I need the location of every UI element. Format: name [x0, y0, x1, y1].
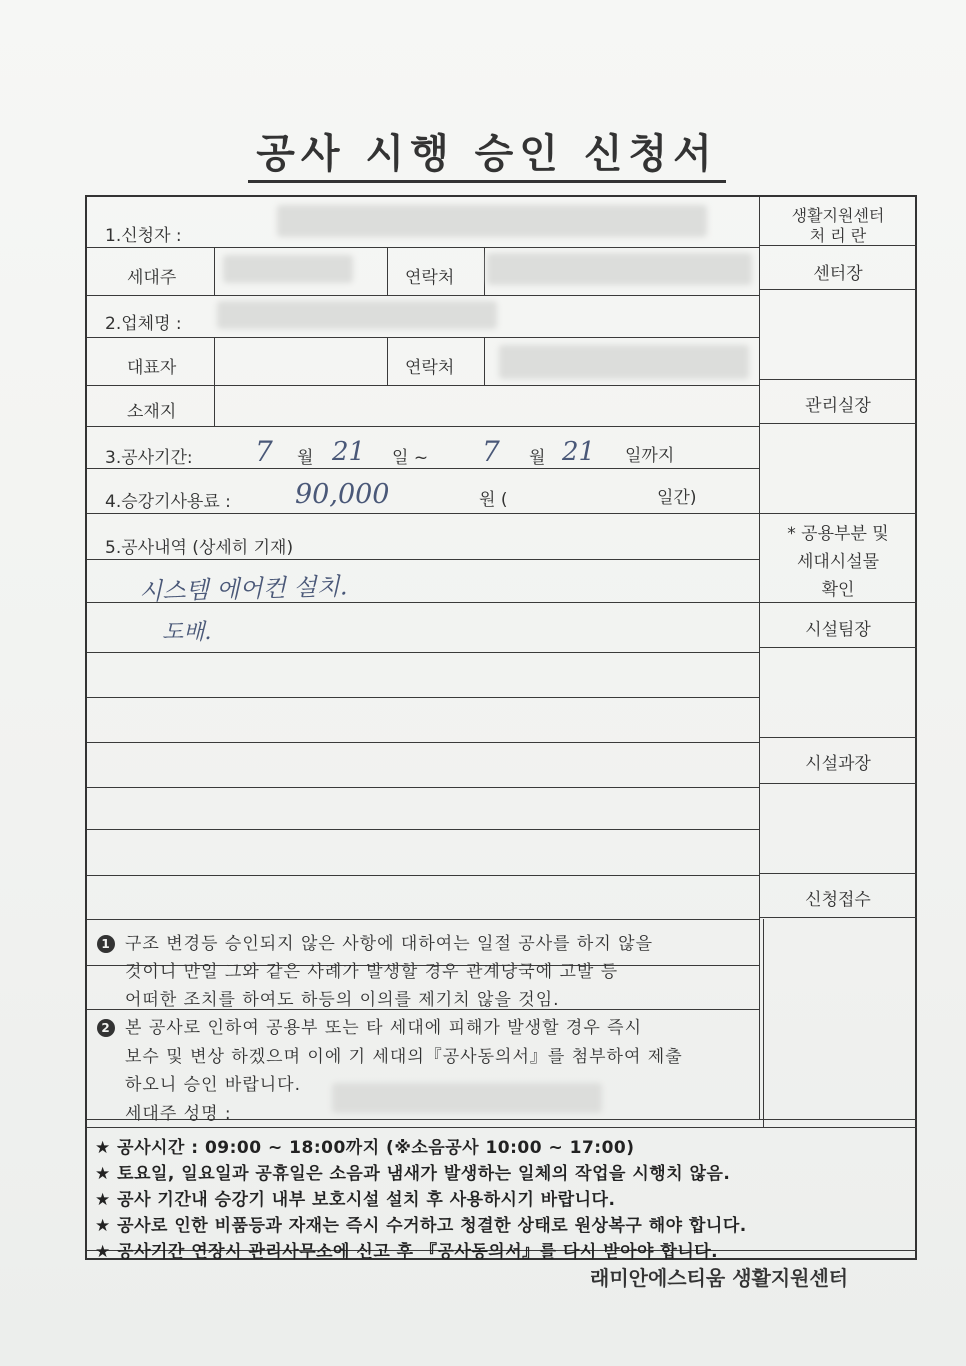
end-month-handwriting: 7 [482, 435, 500, 468]
facility-lead-label: 시설팀장 [805, 620, 871, 640]
row-line [87, 468, 759, 469]
side-header-line2: 처 리 란 [809, 226, 867, 245]
side-line [759, 917, 917, 918]
won-label: 원 ( [479, 490, 508, 510]
row-line [87, 875, 759, 876]
receipt-label: 신청접수 [805, 890, 871, 910]
note-1-line1 [97, 929, 653, 954]
fee-handwriting: 90,000 [295, 479, 390, 510]
cell-divider [484, 337, 485, 385]
contact-label: 연락처 [405, 268, 455, 288]
row-line [87, 829, 759, 830]
end-day-handwriting: 21 [562, 437, 596, 467]
details-line1-handwriting: 시스템 에어컨 설치. [138, 572, 348, 606]
signature-label: 세대주 성명 : [125, 1104, 232, 1124]
details-line2-handwriting: 도배. [162, 620, 212, 645]
applicant-label: 1.신청자 : [105, 226, 182, 246]
side-line [759, 783, 917, 784]
redacted-household-head [223, 255, 353, 283]
side-line [759, 423, 917, 424]
note-2-line3: 하오니 승인 바랍니다. [125, 1075, 302, 1095]
side-line [759, 873, 917, 874]
manager-label: 관리실장 [805, 396, 871, 416]
row-line [87, 559, 759, 560]
period-month-label: 월 [529, 448, 546, 468]
details-label: 5.공사내역 (상세히 기재) [105, 538, 294, 558]
rule-line: ★ 공사기간 연장시 관리사무소에 신고 후 『공사동의서』를 다시 받아야 합니다. [95, 1242, 719, 1262]
note-number-1-icon: 1 [97, 935, 115, 953]
cell-divider [484, 247, 485, 295]
redacted-applicant [277, 205, 707, 237]
center-head-label: 센터장 [813, 264, 863, 284]
days-label: 일간) [657, 488, 697, 508]
row-line [87, 426, 759, 427]
rule-line: ★ 공사시간 : 09:00 ~ 18:00까지 (※소음공사 10:00 ~ 17:00) [95, 1138, 635, 1158]
note-2-line2: 보수 및 변상 하겠으며 이에 기 세대의『공사동의서』를 첨부하여 제출 [125, 1047, 683, 1067]
side-divider [763, 919, 764, 1127]
elevator-fee-label: 4.승강기사용료 : [105, 492, 231, 512]
cell-divider [387, 337, 388, 385]
redacted-signature [332, 1083, 602, 1113]
row-line [87, 742, 759, 743]
period-label: 3.공사기간: [105, 448, 193, 468]
row-line [87, 295, 759, 296]
side-line [759, 513, 917, 514]
representative-label: 대표자 [127, 358, 177, 378]
row-line [87, 697, 759, 698]
row-line [87, 1127, 917, 1128]
period-day-label: 일 ~ [392, 448, 429, 468]
row-line [87, 247, 759, 248]
page-title: 공사 시행 승인 신청서 [248, 128, 726, 183]
side-line [759, 647, 917, 648]
row-line [87, 385, 759, 386]
row-line [87, 513, 759, 514]
note-1-line3: 어떠한 조치를 하여도 하등의 이의를 제기치 않을 것임. [125, 990, 560, 1010]
rule-line: ★ 공사로 인한 비품등과 자재는 즉시 수거하고 청결한 상태로 원상복구 해야 합니다. [95, 1216, 747, 1236]
row-line [87, 652, 759, 653]
contact-label: 연락처 [405, 358, 455, 378]
household-head-label: 세대주 [127, 268, 177, 288]
issuer-footer: 래미안에스티움 생활지원센터 [590, 1266, 849, 1290]
side-line [759, 289, 917, 290]
row-line [87, 337, 759, 338]
company-label: 2.업체명 : [105, 314, 182, 334]
application-form [85, 195, 917, 1260]
rule-line: ★ 공사 기간내 승강기 내부 보호시설 설치 후 사용하시기 바랍니다. [95, 1190, 616, 1210]
side-line [759, 737, 917, 738]
redacted-company [217, 301, 497, 329]
column-divider [759, 197, 760, 1119]
period-month-label: 월 [297, 448, 314, 468]
cell-divider [214, 337, 215, 426]
note-2-line1 [97, 1013, 642, 1038]
note-1-line2: 것이니 만일 그와 같은 사례가 발생할 경우 관계당국에 고발 등 [125, 962, 619, 982]
redacted-rep-contact [499, 345, 749, 379]
note-number-2-icon: 2 [97, 1019, 115, 1037]
check-label-line1: * 공용부분 및 [787, 524, 889, 544]
note-text: 본 공사로 인하여 공용부 또는 타 세대에 피해가 발생할 경우 즉시 [125, 1018, 643, 1038]
note-text: 구조 변경등 승인되지 않은 사항에 대하여는 일절 공사를 하지 않을 [125, 934, 654, 954]
row-line [87, 919, 759, 920]
rule-line: ★ 토요일, 일요일과 공휴일은 소음과 냄새가 발생하는 일체의 작업을 시행치 않음. [95, 1164, 731, 1184]
location-label: 소재지 [127, 402, 177, 422]
period-until-label: 일까지 [625, 446, 675, 466]
check-label-line2: 세대시설물 [796, 552, 880, 572]
cell-divider [214, 247, 215, 295]
start-month-handwriting: 7 [255, 435, 273, 468]
side-line [759, 602, 917, 603]
cell-divider [387, 247, 388, 295]
side-header-line1: 생활지원센터 [791, 206, 885, 225]
side-line [759, 379, 917, 380]
row-line [87, 787, 759, 788]
start-day-handwriting: 21 [332, 437, 366, 467]
facility-chief-label: 시설과장 [805, 754, 871, 774]
redacted-contact [487, 253, 752, 285]
check-label-line3: 확인 [821, 580, 855, 600]
